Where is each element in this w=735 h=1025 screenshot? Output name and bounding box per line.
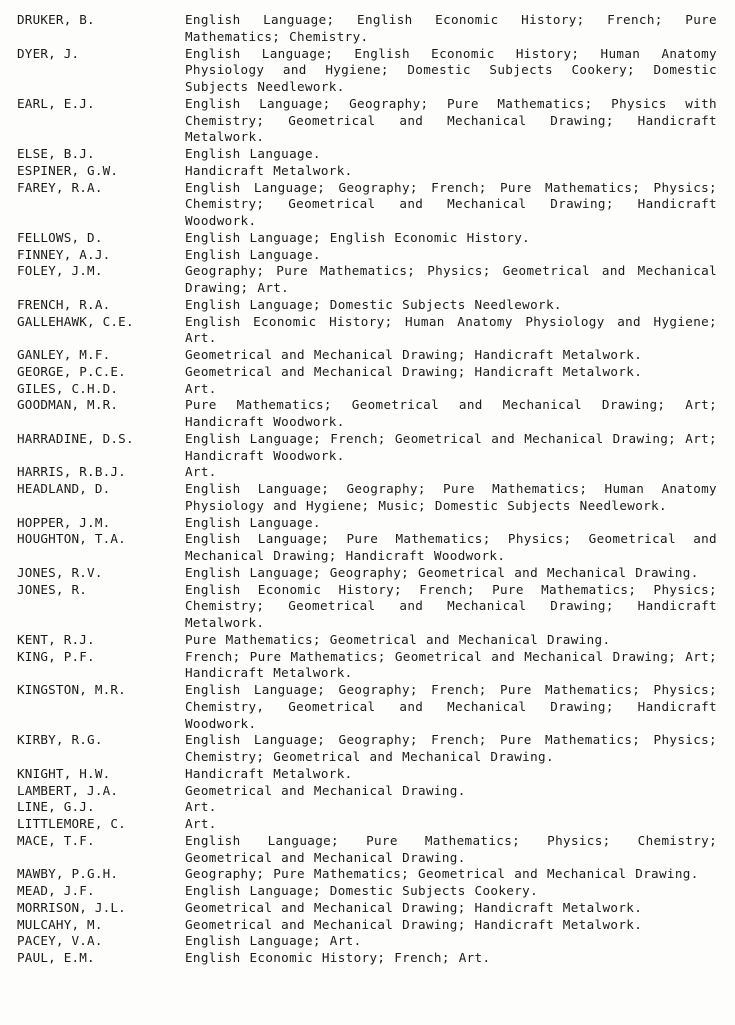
list-item — [17, 766, 717, 783]
candidate-name: GEORGE, P.C.E. — [17, 363, 126, 379]
list-item — [17, 431, 717, 465]
list-item — [17, 917, 717, 934]
subjects-passed: English Language; Geography; French; Pure Mathematics; Physics; Chemistry, Geometrical and Mechanical Drawing; Handicraft Woodwork. — [185, 682, 717, 731]
subjects-passed: English Economic History; French; Pure Mathematics; Physics; Chemistry; Geometrical and Mechanical Drawing; Handicraft Metalwork. — [185, 581, 717, 630]
subjects-passed: Geography; Pure Mathematics; Physics; Geometrical and Mechanical Drawing; Art. — [185, 263, 717, 295]
list-item — [17, 180, 717, 230]
list-item — [17, 347, 717, 364]
list-item — [17, 933, 717, 950]
subjects-passed: Pure Mathematics; Geometrical and Mechanical Drawing; Art; Handicraft Woodwork. — [185, 397, 717, 429]
list-item — [17, 397, 717, 431]
candidate-name: KENT, R.J. — [17, 631, 95, 647]
candidate-name: KNIGHT, H.W. — [17, 765, 111, 781]
subjects-passed: Art. — [185, 464, 217, 480]
candidate-name: JONES, R. — [17, 581, 88, 597]
candidate-name: KIRBY, R.G. — [17, 732, 103, 748]
subjects-passed: English Language. — [185, 146, 321, 161]
candidate-name: MEAD, J.F. — [17, 883, 95, 898]
subjects-passed: Geometrical and Mechanical Drawing. — [185, 782, 466, 798]
list-item — [17, 297, 717, 314]
candidate-name: PAUL, E.M. — [17, 950, 95, 965]
subjects-passed: Geometrical and Mechanical Drawing; Handicraft Metalwork. — [185, 899, 643, 915]
subjects-passed: English Language. — [185, 514, 321, 530]
candidate-name: KINGSTON, M.R. — [17, 682, 126, 697]
subjects-passed: English Economic History; French; Art. — [185, 950, 491, 965]
subjects-passed: English Language. — [185, 246, 321, 262]
candidate-name: ESPINER, G.W. — [17, 162, 119, 178]
list-item — [17, 146, 717, 163]
list-item — [17, 799, 717, 816]
candidate-name: JONES, R.V. — [17, 564, 103, 580]
list-item — [17, 381, 717, 398]
list-item — [17, 12, 717, 46]
candidate-name: HEADLAND, D. — [17, 481, 111, 496]
subjects-passed: English Language; Domestic Subjects Needlework. — [185, 296, 562, 312]
candidate-name: FOLEY, J.M. — [17, 263, 103, 279]
candidate-name: MORRISON, J.L. — [17, 899, 126, 915]
subjects-passed: Art. — [185, 799, 217, 815]
subjects-passed: English Language; Geography; French; Pure Mathematics; Physics; Chemistry; Geometrical and Mechanical Drawing; Handicraft Woodwork. — [185, 179, 717, 228]
list-item — [17, 230, 717, 247]
candidate-name: GALLEHAWK, C.E. — [17, 313, 134, 329]
list-item — [17, 900, 717, 917]
candidate-name: LITTLEMORE, C. — [17, 816, 126, 831]
list-item — [17, 732, 717, 766]
candidate-name: DYER, J. — [17, 45, 80, 61]
candidate-name: FINNEY, A.J. — [17, 246, 111, 262]
candidate-name: HOUGHTON, T.A. — [17, 531, 126, 547]
list-item — [17, 682, 717, 732]
subjects-passed: English Language; Pure Mathematics; Physics; Geometrical and Mechanical Drawing; Handicraft Woodwork. — [185, 531, 717, 563]
candidate-name: MULCAHY, M. — [17, 916, 103, 932]
subjects-passed: Art. — [185, 816, 217, 831]
subjects-passed: English Language; English Economic History; French; Pure Mathematics; Chemistry. — [185, 12, 717, 44]
subjects-passed: English Language; English Economic History; Human Anatomy Physiology and Hygiene; Domestic Subjects Cookery; Domestic Subjects Needlework. — [185, 45, 717, 94]
results-list — [17, 12, 717, 967]
candidate-name: GILES, C.H.D. — [17, 380, 119, 396]
candidate-name: FAREY, R.A. — [17, 179, 103, 195]
candidate-name: KING, P.F. — [17, 648, 95, 664]
list-item — [17, 565, 717, 582]
subjects-passed: English Language; French; Geometrical and Mechanical Drawing; Art; Handicraft Woodwork. — [185, 430, 717, 463]
candidate-name: HARRADINE, D.S. — [17, 430, 134, 446]
list-item — [17, 816, 717, 833]
subjects-passed: Geometrical and Mechanical Drawing; Handicraft Metalwork. — [185, 347, 643, 362]
list-item — [17, 649, 717, 683]
list-item — [17, 632, 717, 649]
candidate-name: EARL, E.J. — [17, 95, 95, 111]
list-item — [17, 866, 717, 883]
subjects-passed: English Language; Domestic Subjects Cookery. — [185, 883, 539, 898]
list-item — [17, 247, 717, 264]
candidate-name: GANLEY, M.F. — [17, 347, 111, 362]
candidate-name: LAMBERT, J.A. — [17, 782, 119, 798]
candidate-name: PACEY, V.A. — [17, 933, 103, 949]
list-item — [17, 96, 717, 146]
subjects-passed: Geometrical and Mechanical Drawing; Handicraft Metalwork. — [185, 363, 643, 379]
subjects-passed: Handicraft Metalwork. — [185, 162, 353, 178]
candidate-name: GOODMAN, M.R. — [17, 397, 119, 413]
subjects-passed: Handicraft Metalwork. — [185, 765, 353, 781]
candidate-name: HOPPER, J.M. — [17, 514, 111, 530]
subjects-passed: English Language; Pure Mathematics; Physics; Chemistry; Geometrical and Mechanical Drawing. — [185, 832, 717, 865]
candidate-name: FELLOWS, D. — [17, 229, 103, 245]
list-item — [17, 481, 717, 515]
subjects-passed: English Language; English Economic History. — [185, 229, 531, 245]
list-item — [17, 46, 717, 96]
subjects-passed: French; Pure Mathematics; Geometrical and Mechanical Drawing; Art; Handicraft Metalwork. — [185, 648, 717, 681]
subjects-passed: Geography; Pure Mathematics; Geometrical and Mechanical Drawing. — [185, 866, 699, 882]
subjects-passed: English Language; Geography; Pure Mathematics; Human Anatomy Physiology and Hygiene; Music; Domestic Subjects Needlework. — [185, 481, 717, 513]
list-item — [17, 515, 717, 532]
list-item — [17, 582, 717, 632]
list-item — [17, 950, 717, 967]
subjects-passed: English Economic History; Human Anatomy Physiology and Hygiene; Art. — [185, 313, 717, 346]
subjects-passed: English Language; Geography; Geometrical and Mechanical Drawing. — [185, 564, 699, 580]
list-item — [17, 364, 717, 381]
list-item — [17, 464, 717, 481]
candidate-name: MACE, T.F. — [17, 832, 95, 848]
candidate-name: DRUKER, B. — [17, 12, 95, 27]
subjects-passed: English Language; Geography; French; Pure Mathematics; Physics; Chemistry; Geometrical and Mechanical Drawing. — [185, 732, 717, 764]
list-item — [17, 833, 717, 867]
list-item — [17, 783, 717, 800]
list-item — [17, 263, 717, 297]
list-item — [17, 314, 717, 348]
subjects-passed: Art. — [185, 380, 217, 396]
candidate-name: FRENCH, R.A. — [17, 296, 111, 312]
candidate-name: LINE, G.J. — [17, 799, 95, 815]
list-item — [17, 163, 717, 180]
subjects-passed: Geometrical and Mechanical Drawing; Handicraft Metalwork. — [185, 916, 643, 932]
candidate-name: HARRIS, R.B.J. — [17, 464, 126, 480]
list-item — [17, 531, 717, 565]
candidate-name: ELSE, B.J. — [17, 146, 95, 161]
subjects-passed: English Language; Geography; Pure Mathematics; Physics with Chemistry; Geometrical and Mechanical Drawing; Handicraft Metalwork. — [185, 95, 717, 145]
subjects-passed: Pure Mathematics; Geometrical and Mechanical Drawing. — [185, 631, 611, 647]
subjects-passed: English Language; Art. — [185, 933, 362, 949]
candidate-name: MAWBY, P.G.H. — [17, 866, 119, 882]
list-item — [17, 883, 717, 900]
